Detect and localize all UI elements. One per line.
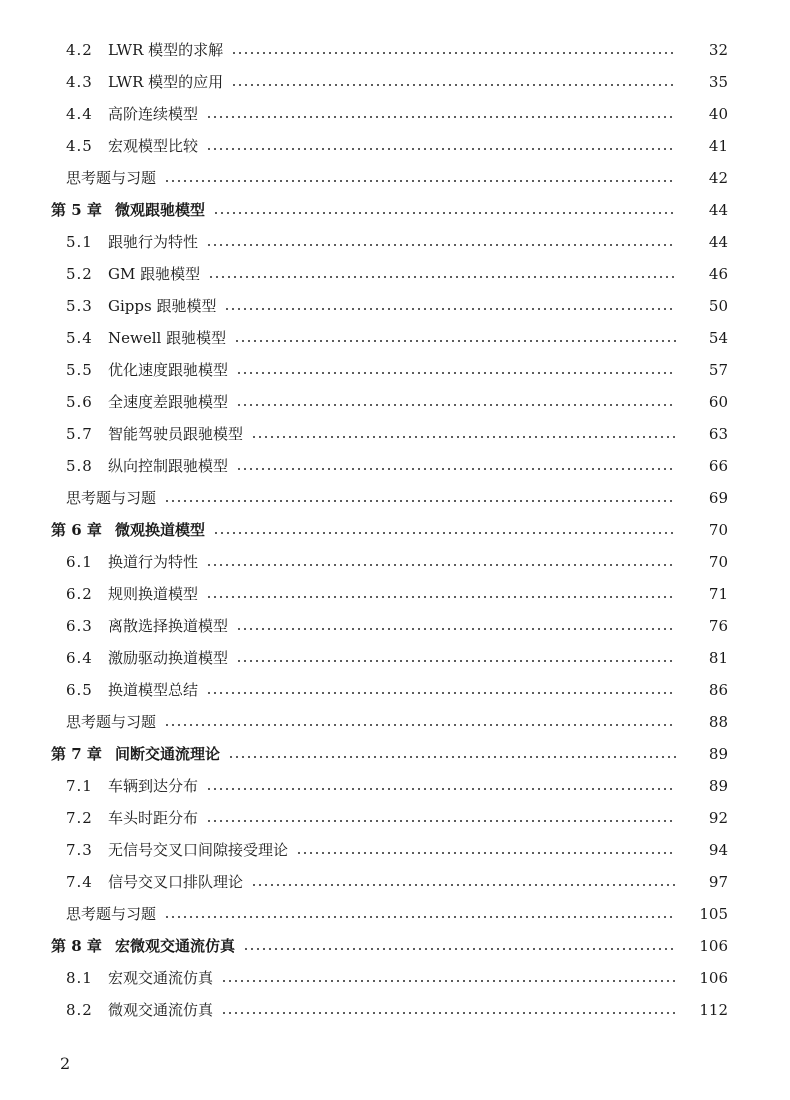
toc-entry-page: 97 [708,873,728,891]
toc-entry-page: 94 [708,841,728,859]
toc-entry-page: 106 [699,969,728,987]
dot-leader [236,372,676,374]
section-number: 8.2 [66,1001,93,1019]
toc-entry-title: 高阶连续模型 [108,105,199,123]
dot-leader [221,980,676,982]
toc-entry-title: 宏观交通流仿真 [108,969,214,987]
toc-entry-section [0,770,790,802]
section-number: 5.6 [66,393,93,411]
toc-entry-title: 间断交通流理论 [115,745,221,763]
dot-leader [213,212,676,214]
chapter-number: 第 5 章 [51,201,102,219]
dot-leader [206,564,676,566]
toc-entry-section [0,834,790,866]
toc-entry-page: 69 [708,489,728,507]
toc-entry-page: 76 [708,617,728,635]
toc-entry-title: 思考题与习题 [66,713,157,731]
toc-entry-page: 44 [708,233,728,251]
toc-entry-section [0,290,790,322]
toc-entry-title: 换道行为特性 [108,553,199,571]
toc-entry-page: 42 [708,169,728,187]
dot-leader [206,244,676,246]
toc-entry-section [0,578,790,610]
toc-entry-title: Gipps 跟驰模型 [108,297,217,315]
section-number: 6.4 [66,649,93,667]
toc-entry-page: 81 [708,649,728,667]
dot-leader [206,820,676,822]
dot-leader [221,1012,676,1014]
section-number: 6.2 [66,585,93,603]
toc-entry-section [0,258,790,290]
toc-entry-page: 86 [708,681,728,699]
toc-entry-title: 信号交叉口排队理论 [108,873,244,891]
dot-leader [206,116,676,118]
toc-entry-section [0,130,790,162]
section-number: 4.4 [66,105,93,123]
toc-entry-section [0,226,790,258]
section-number: 7.2 [66,809,93,827]
toc-entry-page: 88 [708,713,728,731]
toc-entry-page: 46 [708,265,728,283]
page-number: 2 [60,1054,71,1073]
toc-entry-chapter [0,194,790,226]
dot-leader [231,52,676,54]
dot-leader [231,84,676,86]
chapter-number: 第 6 章 [51,521,102,539]
dot-leader [206,596,676,598]
toc-entry-page: 89 [708,777,728,795]
toc-entry-title: 车头时距分布 [108,809,199,827]
dot-leader [251,436,676,438]
toc-entry-section [0,674,790,706]
toc-entry-chapter [0,738,790,770]
section-number: 8.1 [66,969,93,987]
toc-entry-title: 激励驱动换道模型 [108,649,229,667]
toc-entry-page: 106 [699,937,728,955]
section-number: 6.5 [66,681,93,699]
toc-entry-exercise [0,162,790,194]
toc-entry-page: 63 [708,425,728,443]
toc-entry-page: 92 [708,809,728,827]
dot-leader [213,532,676,534]
toc-entry-page: 89 [708,745,728,763]
toc-entry-title: Newell 跟驰模型 [108,329,227,347]
toc-entry-section [0,354,790,386]
toc-entry-section [0,802,790,834]
dot-leader [208,276,676,278]
dot-leader [206,788,676,790]
dot-leader [236,468,676,470]
section-number: 5.1 [66,233,93,251]
dot-leader [236,628,676,630]
dot-leader [236,404,676,406]
chapter-number: 第 7 章 [51,745,102,763]
toc-entry-title: 离散选择换道模型 [108,617,229,635]
toc-entry-page: 70 [708,553,728,571]
toc-entry-page: 54 [708,329,728,347]
toc-entry-title: 换道模型总结 [108,681,199,699]
section-number: 5.8 [66,457,93,475]
chapter-number: 第 8 章 [51,937,102,955]
dot-leader [251,884,676,886]
dot-leader [296,852,676,854]
toc-entry-page: 70 [708,521,728,539]
toc-entry-section [0,66,790,98]
dot-leader [243,948,676,950]
section-number: 5.2 [66,265,93,283]
toc-entry-page: 32 [708,41,728,59]
toc-entry-section [0,546,790,578]
toc-entry-page: 60 [708,393,728,411]
section-number: 6.1 [66,553,93,571]
toc-entry-section [0,418,790,450]
toc-entry-section [0,34,790,66]
section-number: 7.3 [66,841,93,859]
toc-entry-page: 41 [708,137,728,155]
toc-entry-title: 无信号交叉口间隙接受理论 [108,841,289,859]
toc-entry-title: 思考题与习题 [66,489,157,507]
section-number: 5.5 [66,361,93,379]
dot-leader [164,500,676,502]
toc-entry-exercise [0,898,790,930]
toc-entry-page: 112 [699,1001,728,1019]
toc-entry-title: 全速度差跟驰模型 [108,393,229,411]
toc-entry-title: 优化速度跟驰模型 [108,361,229,379]
toc-entry-section [0,642,790,674]
toc-entry-page: 105 [699,905,728,923]
toc-entry-section [0,610,790,642]
toc-entry-page: 50 [708,297,728,315]
toc-entry-title: LWR 模型的应用 [108,73,224,91]
dot-leader [234,340,676,342]
toc-entry-exercise [0,706,790,738]
toc-entry-title: 微观交通流仿真 [108,1001,214,1019]
toc-entry-title: GM 跟驰模型 [108,265,201,283]
toc-entry-page: 35 [708,73,728,91]
dot-leader [228,756,676,758]
dot-leader [164,724,676,726]
toc-entry-section [0,386,790,418]
toc-entry-page: 71 [708,585,728,603]
toc-entry-title: 车辆到达分布 [108,777,199,795]
section-number: 5.4 [66,329,93,347]
toc-entry-section [0,962,790,994]
toc-entry-title: 思考题与习题 [66,905,157,923]
section-number: 4.2 [66,41,93,59]
toc-entry-title: 宏微观交通流仿真 [115,937,236,955]
toc-entry-title: 纵向控制跟驰模型 [108,457,229,475]
section-number: 5.3 [66,297,93,315]
dot-leader [224,308,676,310]
toc-entry-title: LWR 模型的求解 [108,41,224,59]
toc-entry-exercise [0,482,790,514]
toc-entry-title: 宏观模型比较 [108,137,199,155]
toc-entry-section [0,866,790,898]
section-number: 4.3 [66,73,93,91]
toc-entry-title: 智能驾驶员跟驰模型 [108,425,244,443]
section-number: 4.5 [66,137,93,155]
toc-entry-section [0,994,790,1026]
section-number: 7.4 [66,873,93,891]
dot-leader [164,916,676,918]
toc-entry-title: 规则换道模型 [108,585,199,603]
toc-entry-chapter [0,514,790,546]
toc-entry-section [0,322,790,354]
dot-leader [206,692,676,694]
toc-entry-title: 微观换道模型 [115,521,206,539]
toc-entry-page: 57 [708,361,728,379]
dot-leader [206,148,676,150]
toc-entry-title: 跟驰行为特性 [108,233,199,251]
toc-entry-page: 40 [708,105,728,123]
toc-entry-section [0,98,790,130]
section-number: 6.3 [66,617,93,635]
section-number: 5.7 [66,425,93,443]
toc-entry-page: 66 [708,457,728,475]
toc-entry-section [0,450,790,482]
section-number: 7.1 [66,777,93,795]
table-of-contents [0,34,790,1026]
toc-entry-title: 微观跟驰模型 [115,201,206,219]
dot-leader [236,660,676,662]
toc-entry-title: 思考题与习题 [66,169,157,187]
dot-leader [164,180,676,182]
toc-entry-page: 44 [708,201,728,219]
toc-entry-chapter [0,930,790,962]
